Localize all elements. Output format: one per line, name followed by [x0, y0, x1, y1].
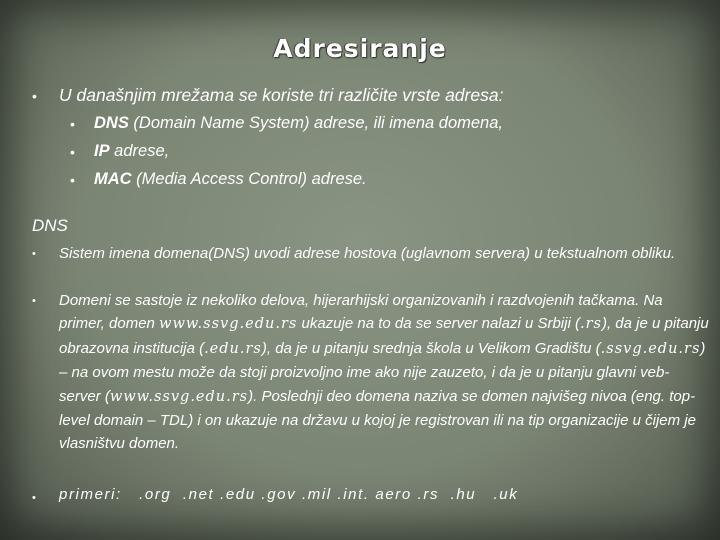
bullet: •	[32, 492, 36, 504]
dns-paragraph-2	[59, 289, 709, 456]
item-rest: (Domain Name System) adrese, ili imena domena,	[128, 114, 503, 132]
intro-item-ip	[94, 142, 169, 161]
domain-example: www.ssvg.edu.rs	[159, 316, 298, 333]
domain-example: .edu.rs	[204, 340, 262, 357]
domain-example: .ssvg.edu.rs	[600, 340, 701, 357]
item-rest: adrese,	[109, 142, 170, 160]
p2-text: Domeni se sastoje iz nekoliko delova, hijerarhijski organizovanih i razdvojenih tačkama. Na primer, domen	[59, 292, 663, 333]
item-strong: IP	[94, 142, 110, 160]
bullet: •	[32, 88, 37, 104]
p2-text: ), da je u pitanju obrazovna institucija (	[59, 315, 709, 357]
domain-example: .rs	[579, 316, 602, 333]
bullet: •	[70, 144, 75, 160]
intro-item-dns	[94, 114, 503, 133]
item-rest: (Media Access Control) adrese.	[131, 170, 367, 188]
item-strong: DNS	[94, 114, 129, 132]
p2-text: ukazuje na to da se server nalazi u Srbiji (	[297, 315, 580, 333]
item-strong: MAC	[94, 170, 132, 188]
bullet: •	[70, 172, 75, 188]
slide-title: Adresiranje	[273, 34, 447, 63]
bullet: •	[32, 248, 36, 260]
domain-example: www.ssvg.edu.rs	[109, 388, 249, 405]
p2-text: ). Poslednji deo domena naziva se domen najvišeg nivoa (eng. top-level domain – TDL) i on ukazuje na državu u kojoj je registrovan ili na tip organizacije u čijem je vlasništvu domen.	[59, 387, 696, 453]
bullet: •	[32, 295, 36, 307]
intro-text: U današnjim mrežama se koriste tri različite vrste adresa:	[59, 85, 504, 105]
bullet: •	[70, 116, 75, 132]
p2-text: ) – na ovom mestu može da stoji proizvoljno ime ako nije zauzeto, i da je u pitanju glavni veb-server (	[59, 339, 706, 405]
p2-text: ), da je u pitanju srednja škola u Velikom Gradištu (	[261, 339, 601, 357]
dns-paragraph-1: Sistem imena domena(DNS) uvodi adrese hostova (uglavnom servera) u tekstualnom obliku.	[59, 245, 676, 262]
intro-item-mac	[94, 170, 367, 189]
examples-line: primeri: .org .net .edu .gov .mil .int. aero .rs .hu .uk	[59, 486, 519, 503]
dns-heading: DNS	[32, 216, 68, 235]
